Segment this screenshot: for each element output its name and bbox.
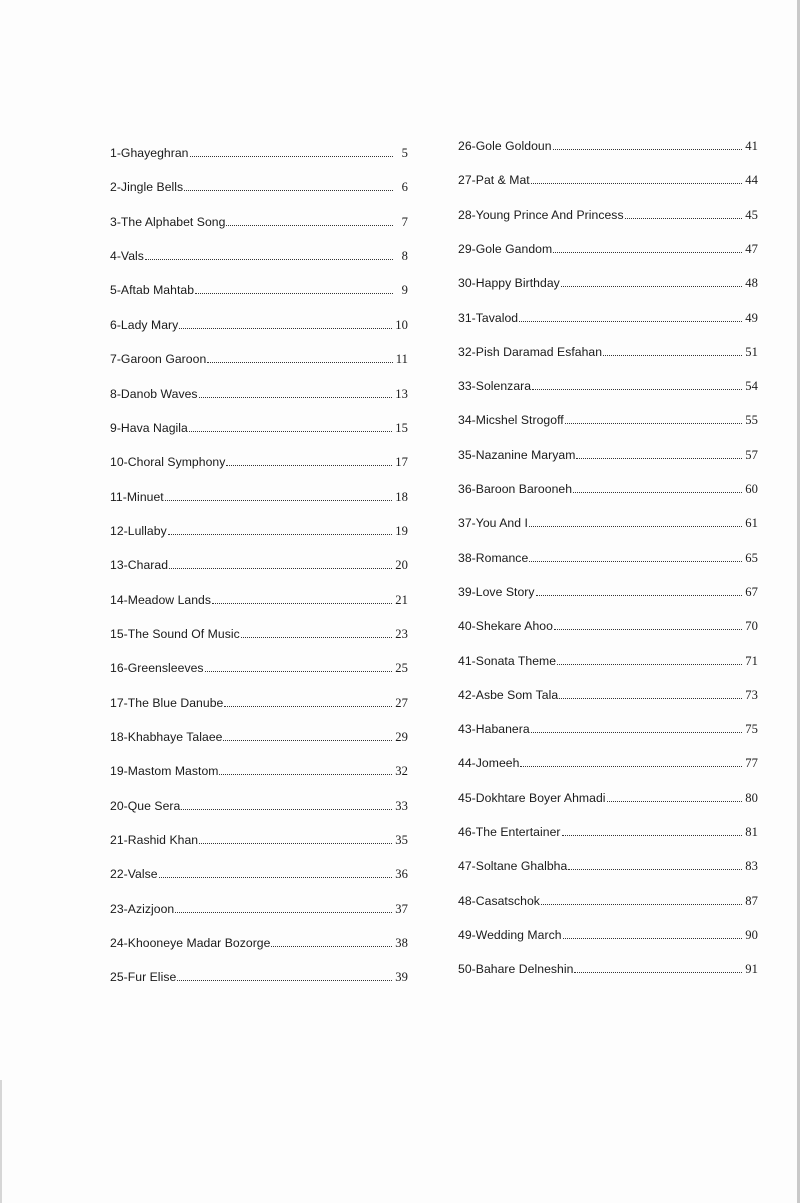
toc-entry[interactable] [458,616,758,634]
dot-leader [519,321,742,322]
toc-entry-title: 17-The Blue Danube [110,695,224,710]
toc-entry-title: 14-Meadow Lands [110,592,212,607]
toc-entry-page-number: 44 [745,173,758,188]
toc-entry-title: 40-Shekare Ahoo [458,619,553,634]
toc-entry[interactable] [458,822,758,840]
dot-leader [573,492,742,493]
dot-leader [199,843,392,844]
toc-entry[interactable] [110,418,408,436]
dot-leader [574,972,742,973]
dot-leader [607,801,743,802]
toc-entry-page-number: 67 [745,584,758,599]
toc-entry[interactable] [110,761,408,779]
toc-entry[interactable] [110,555,408,573]
toc-entry-title: 15-The Sound Of Music [110,626,240,641]
toc-entry-title: 50-Bahare Delneshin [458,962,574,977]
dot-leader [531,183,743,184]
dot-leader [207,362,392,363]
toc-entry[interactable] [458,788,758,806]
toc-entry[interactable] [458,685,758,703]
toc-entry-title: 31-Tavalod [458,310,519,325]
toc-entry-page-number: 60 [745,482,758,496]
toc-entry-page-number: 35 [395,833,408,847]
toc-entry-page-number: 25 [395,661,408,676]
toc-entry-title: 45-Dokhtare Boyer Ahmadi [458,790,606,805]
toc-entry-title: 9-Hava Nagila [110,420,188,435]
toc-entry-title: 28-Young Prince And Princess [458,207,624,222]
toc-entry-page-number: 15 [395,420,408,435]
dot-leader [531,732,743,733]
toc-entry[interactable] [110,315,408,333]
dot-leader [576,458,742,459]
toc-entry-page-number: 81 [745,825,758,839]
dot-leader [529,526,742,527]
toc-entry-page-number: 7 [401,214,408,229]
dot-leader [553,252,742,253]
toc-entry-page-number: 71 [745,653,758,668]
toc-entry-page-number: 19 [395,523,408,538]
toc-entry-page-number: 55 [745,413,758,428]
toc-entry-page-number: 90 [745,927,758,942]
dot-leader [553,149,743,150]
toc-entry-page-number: 37 [395,901,408,916]
toc-entry-title: 42-Asbe Som Tala [458,687,559,702]
toc-entry-title: 23-Azizjoon [110,901,175,916]
toc-entry[interactable] [110,349,408,367]
toc-entry-page-number: 10 [395,317,408,332]
toc-entry[interactable] [458,136,758,154]
page-edge-shadow-left [0,1080,2,1203]
dot-leader [557,664,742,665]
toc-entry[interactable] [458,205,758,223]
toc-entry-title: 4-Vals [110,249,144,264]
dot-leader [199,397,393,398]
toc-entry[interactable] [110,693,408,711]
dot-leader [205,671,393,672]
toc-entry[interactable] [110,143,408,161]
toc-entry[interactable] [458,856,758,874]
toc-entry-page-number: 33 [395,798,408,813]
toc-entry-page-number: 91 [745,962,758,977]
dot-leader [189,431,392,432]
toc-entry-title: 5-Aftab Mahtab [110,283,195,298]
toc-entry-title: 7-Garoon Garoon [110,352,207,367]
toc-entry-page-number: 48 [745,276,758,291]
toc-entry-page-number: 83 [745,859,758,874]
toc-entry-page-number: 54 [745,379,758,394]
toc-entry[interactable] [110,212,408,230]
toc-entry-page-number: 47 [745,241,758,256]
toc-entry[interactable] [110,830,408,848]
toc-entry-page-number: 9 [401,283,408,298]
toc-entry-page-number: 5 [401,146,408,160]
toc-entry-title: 37-You And I [458,516,528,531]
toc-entry-title: 19-Mastom Mastom [110,764,219,779]
dot-leader [241,637,393,638]
toc-entry-page-number: 23 [395,626,408,641]
dot-leader [520,766,742,767]
dot-leader [177,980,392,981]
toc-entry[interactable] [458,342,758,360]
toc-entry-title: 29-Gole Gandom [458,241,553,256]
toc-entry[interactable] [110,452,408,470]
toc-entry[interactable] [458,548,758,566]
toc-entry-title: 47-Soltane Ghalbha [458,859,568,874]
toc-entry[interactable] [458,513,758,531]
dot-leader [184,190,393,191]
toc-entry[interactable] [458,651,758,669]
toc-entry-title: 22-Valse [110,867,158,882]
toc-entry[interactable] [458,753,758,771]
dot-leader [562,835,743,836]
toc-entry[interactable] [458,239,758,257]
toc-entry-title: 36-Baroon Barooneh [458,482,573,496]
toc-entry-page-number: 17 [395,455,408,470]
toc-entry-title: 46-The Entertainer [458,825,561,839]
toc-entry-page-number: 29 [395,730,408,744]
dot-leader [223,740,392,741]
toc-entry-page-number: 32 [395,764,408,779]
dot-leader [165,500,393,501]
dot-leader [532,389,742,390]
toc-entry-title: 26-Gole Goldoun [458,139,552,153]
toc-entry-title: 32-Pish Daramad Esfahan [458,344,603,359]
toc-entry[interactable] [110,487,408,505]
dot-leader [559,698,742,699]
toc-entry[interactable] [458,925,758,943]
toc-entry-page-number: 13 [395,386,408,401]
dot-leader [565,423,743,424]
dot-leader [190,156,393,157]
toc-entry-page-number: 41 [745,139,758,153]
toc-entry[interactable] [110,967,408,985]
toc-entry-page-number: 45 [745,207,758,222]
toc-entry[interactable] [110,590,408,608]
toc-entry-page-number: 21 [395,592,408,607]
dot-leader [175,912,392,913]
toc-entry-title: 6-Lady Mary [110,317,179,332]
dot-leader [603,355,742,356]
toc-entry-title: 43-Habanera [458,722,530,737]
toc-entry-page-number: 51 [745,344,758,359]
dot-leader [179,328,392,329]
toc-entry[interactable] [458,959,758,977]
toc-entry-page-number: 80 [745,790,758,805]
toc-entry-page-number: 73 [745,687,758,702]
toc-entry-title: 8-Danob Waves [110,386,198,401]
dot-leader [536,595,743,596]
toc-entry-title: 25-Fur Elise [110,970,177,985]
dot-leader [168,534,393,535]
dot-leader [224,706,392,707]
toc-entry[interactable] [110,864,408,882]
dot-leader [568,869,742,870]
toc-entry-page-number: 38 [395,936,408,951]
toc-entry-title: 38-Romance [458,550,529,565]
dot-leader [226,465,392,466]
dot-leader [226,225,393,226]
toc-entry-page-number: 11 [395,352,408,367]
toc-entry-title: 44-Jomeeh [458,756,520,771]
dot-leader [195,293,393,294]
toc-entry-title: 20-Que Sera [110,798,181,813]
toc-entry-title: 1-Ghayeghran [110,146,189,160]
toc-entry[interactable] [110,624,408,642]
toc-entry[interactable] [458,410,758,428]
dot-leader [181,809,392,810]
toc-entry-title: 30-Happy Birthday [458,276,560,291]
toc-entry[interactable] [110,246,408,264]
toc-entry-page-number: 70 [745,619,758,634]
dot-leader [554,629,742,630]
toc-entry-title: 27-Pat & Mat [458,173,530,188]
toc-entry[interactable] [458,582,758,600]
toc-entry-title: 18-Khabhaye Talaee [110,730,223,744]
toc-entry[interactable] [458,170,758,188]
toc-entry[interactable] [110,280,408,298]
dot-leader [169,568,392,569]
dot-leader [541,904,742,905]
toc-entry-title: 33-Solenzara [458,379,532,394]
toc-entry[interactable] [110,727,408,745]
dot-leader [271,946,392,947]
toc-entry-title: 41-Sonata Theme [458,653,557,668]
toc-entry[interactable] [458,273,758,291]
toc-entry[interactable] [110,521,408,539]
dot-leader [529,561,742,562]
dot-leader [563,938,743,939]
toc-entry-page-number: 6 [401,180,408,195]
toc-entry-title: 49-Wedding March [458,927,562,942]
toc-entry-title: 11-Minuet [110,489,164,504]
toc-entry-page-number: 75 [745,722,758,737]
toc-entry-title: 35-Nazanine Maryam [458,447,576,462]
toc-entry[interactable] [458,719,758,737]
toc-entry[interactable] [458,479,758,497]
dot-leader [212,603,392,604]
toc-entry[interactable] [458,308,758,326]
toc-entry[interactable] [110,933,408,951]
toc-entry-title: 3-The Alphabet Song [110,214,226,229]
toc-entry-title: 16-Greensleeves [110,661,204,676]
toc-entry-page-number: 18 [395,489,408,504]
dot-leader [145,259,393,260]
toc-entry[interactable] [110,899,408,917]
toc-entry-page-number: 49 [745,310,758,325]
toc-entry-title: 10-Choral Symphony [110,455,226,470]
toc-entry-page-number: 77 [745,756,758,771]
toc-entry-title: 48-Casatschok [458,893,540,908]
toc-entry-title: 21-Rashid Khan [110,833,199,847]
toc-entry[interactable] [110,384,408,402]
toc-entry-title: 13-Charad [110,558,169,573]
toc-entry-title: 12-Lullaby [110,523,167,538]
toc-entry[interactable] [110,177,408,195]
toc-entry[interactable] [458,891,758,909]
toc-entry-page-number: 36 [395,867,408,882]
toc-entry-title: 34-Micshel Strogoff [458,413,564,428]
toc-entry-title: 39-Love Story [458,584,535,599]
toc-entry-page-number: 87 [745,893,758,908]
toc-entry-page-number: 8 [401,249,408,264]
toc-entry[interactable] [458,376,758,394]
toc-entry-page-number: 61 [745,516,758,531]
toc-entry-page-number: 65 [745,550,758,565]
dot-leader [625,218,743,219]
toc-entry[interactable] [458,445,758,463]
dot-leader [561,286,743,287]
dot-leader [219,774,392,775]
toc-entry-page-number: 57 [745,447,758,462]
toc-entry[interactable] [110,658,408,676]
toc-entry-page-number: 39 [395,970,408,985]
toc-entry-title: 2-Jingle Bells [110,180,184,195]
toc-entry-title: 24-Khooneye Madar Bozorge [110,936,271,951]
toc-entry-page-number: 27 [395,695,408,710]
toc-entry-page-number: 20 [395,558,408,573]
dot-leader [159,877,393,878]
toc-entry[interactable] [110,796,408,814]
